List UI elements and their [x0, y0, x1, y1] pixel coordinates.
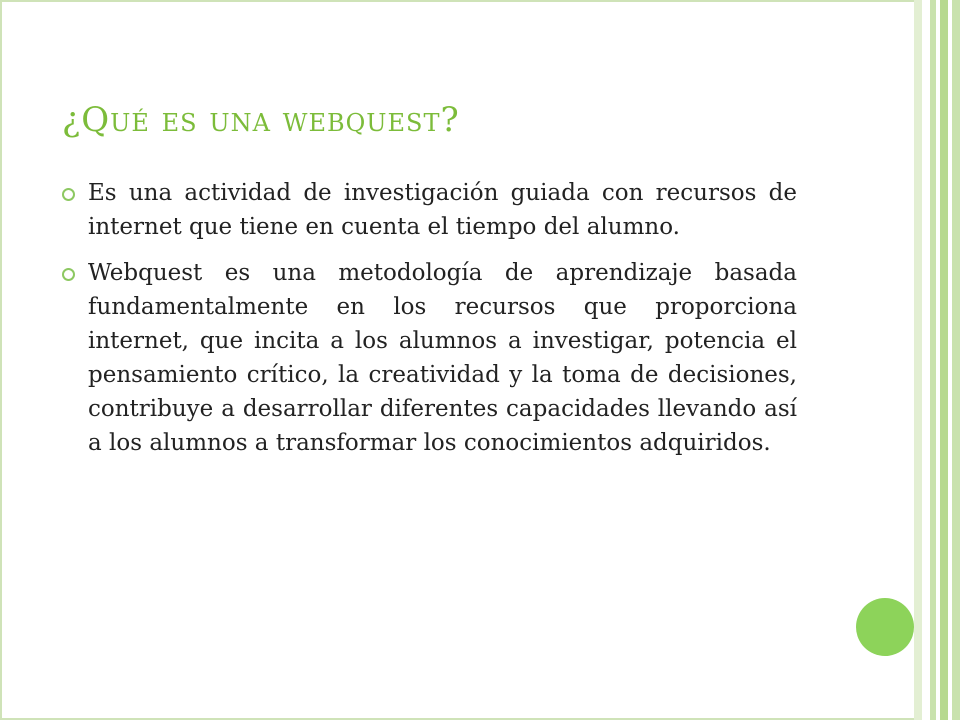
bullet-text: Es una actividad de investigación guiada con recursos de internet que tiene en cuenta el tiempo del alumno.: [88, 180, 797, 240]
bullet-item: [62, 256, 797, 460]
decorative-green-circle: [856, 598, 914, 656]
bullet-item: [62, 176, 797, 244]
side-bar-stripe: [940, 0, 948, 720]
bullet-list: [62, 176, 797, 472]
bullet-circle-icon: [62, 188, 75, 201]
side-bar-gap: [922, 0, 930, 720]
bullet-circle-icon: [62, 268, 75, 281]
slide-title: ¿Qué es una webquest?: [62, 100, 460, 140]
bullet-text: Webquest es una metodología de aprendizaje basada fundamentalmente en los recursos que proporciona internet, que incita a los alumnos a investigar, potencia el pensamiento crítico, la creatividad y la toma de decisiones, contribuye a desarrollar diferentes capacidades llevando así a los alumnos a transformar los conocimientos adquiridos.: [88, 260, 797, 456]
decorative-side-bars: [914, 0, 960, 720]
side-bar-stripe: [914, 0, 922, 720]
side-bar-stripe: [952, 0, 960, 720]
